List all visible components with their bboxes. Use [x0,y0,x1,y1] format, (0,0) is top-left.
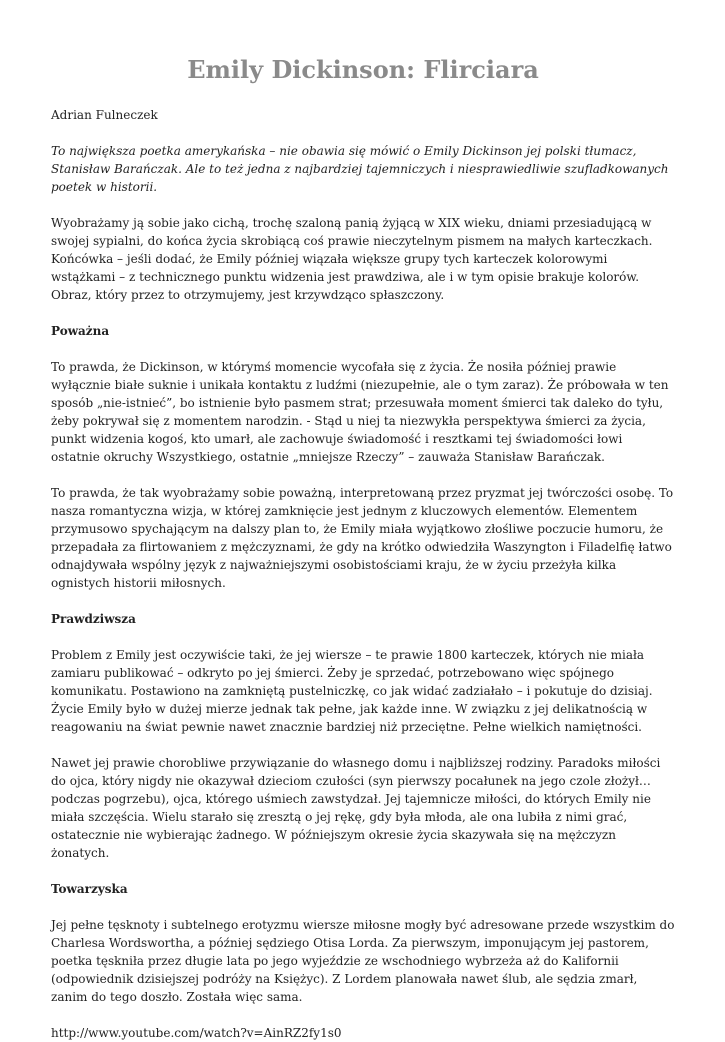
video-link[interactable]: http://www.youtube.com/watch?v=AinRZ2fy1s0 [51,1026,342,1040]
section-heading-towarzyska: Towarzyska [51,882,128,896]
body-paragraph: Jej pełne tęsknoty i subtelnego erotyzmu wiersze miłosne mogły być adresowane przede wszystkim do Charlesa Wordswortha, a później sędziego Otisa Lorda. Za pierwszym, imponującym jej pastorem, poetka tęskniła przez długie lata po jego wyjeździe ze wschodniego wybrzeża aż do Kalifornii (odpowiednik dzisiejszej podróży na Księżyc). Z Lordem planowała nawet ślub, ale sędzia zmarł, zanim do tego doszło. Została więc sama. [51,918,675,1004]
lead-paragraph: To największa poetka amerykańska – nie obawia się mówić o Emily Dickinson jej polski tłumacz, Stanisław Barańczak. Ale to też jedna z najbardziej tajemniczych i niesprawiedliwie szufladkowanych poetek w historii. [51,144,669,194]
body-paragraph: To prawda, że Dickinson, w którymś momencie wycofała się z życia. Że nosiła później prawie wyłącznie białe suknie i unikała kontaktu z ludźmi (niezupełnie, ale o tym zaraz). Że próbowała w ten sposób „nie-istnieć”, bo istnienie było pasmem strat; przesuwała moment śmierci tak daleko do tyłu, żeby pokrywał się z momentem narodzin. - Stąd u niej ta niezwykła perspektywa śmierci za życia, punkt widzenia kogoś, kto umarł, ale zachowuje świadomość i resztkami tej świadomości łowi ostatnie okruchy Wszystkiego, ostatnie „mniejsze Rzeczy” – zauważa Stanisław Barańczak. [51,360,669,464]
document-page [51,52,675,1042]
intro-paragraph: Wyobrażamy ją sobie jako cichą, trochę szaloną panią żyjącą w XIX wieku, dniami przesiadującą w swojej sypialni, do końca życia skrobiącą coś prawie nieczytelnym pismem na małych karteczkach. Końcówka – jeśli dodać, że Emily później wiązała większe grupy tych karteczek kolorowymi wstążkami – z technicznego punktu widzenia jest prawdziwa, ale i w tym opisie brakuje kolorów. Obraz, który przez to otrzymujemy, jest krzywdząco spłaszczony. [51,216,653,302]
author-name: Adrian Fulneczek [51,108,158,122]
body-paragraph: Problem z Emily jest oczywiście taki, że jej wiersze – te prawie 1800 karteczek, których nie miała zamiaru publikować – odkryto po jej śmierci. Żeby je sprzedać, potrzebowano więc spójnego komunikatu. Postawiono na zamkniętą pustelniczkę, co jak widać zadziałało – i pokutuje do dzisiaj. Życie Emily było w dużej mierze jednak tak pełne, jak każde inne. W związku z jej delikatnością w reagowaniu na świat pewnie nawet znacznie bardziej niż przeciętne. Pełne wielkich namiętności. [51,648,653,734]
body-paragraph: Nawet jej prawie chorobliwe przywiązanie do własnego domu i najbliższej rodziny. Paradoks miłości do ojca, który nigdy nie okazywał dzieciom czułości (syn pierwszy pocałunek na jego czole złożył… podczas pogrzebu), ojca, którego uśmiech zawstydzał. Jej tajemnicze miłości, do których Emily nie miała szczęścia. Wielu starało się zresztą o jej rękę, gdy była młoda, ale ona lubiła z nimi grać, ostatecznie nie wybierając żadnego. W późniejszym okresie życia skazywała się na mężczyzn żonatych. [51,756,661,860]
section-heading-powazna: Poważna [51,324,110,338]
body-paragraph: To prawda, że tak wyobrażamy sobie poważną, interpretowaną przez pryzmat jej twórczości osobę. To nasza romantyczna wizja, w której zamknięcie jest jednym z kluczowych elementów. Elementem przymusowo spychającym na dalszy plan to, że Emily miała wyjątkowo złośliwe poczucie humoru, że przepadała za flirtowaniem z mężczyznami, że gdy na krótko odwiedziła Waszyngton i Filadelfię łatwo odnajdywała wspólny język z najważniejszymi osobistościami kraju, że w życiu przeżyła kilka ognistych historii miłosnych. [51,486,674,590]
section-heading-prawdziwsza: Prawdziwsza [51,612,136,626]
document-title: Emily Dickinson: Flirciara [187,55,539,84]
